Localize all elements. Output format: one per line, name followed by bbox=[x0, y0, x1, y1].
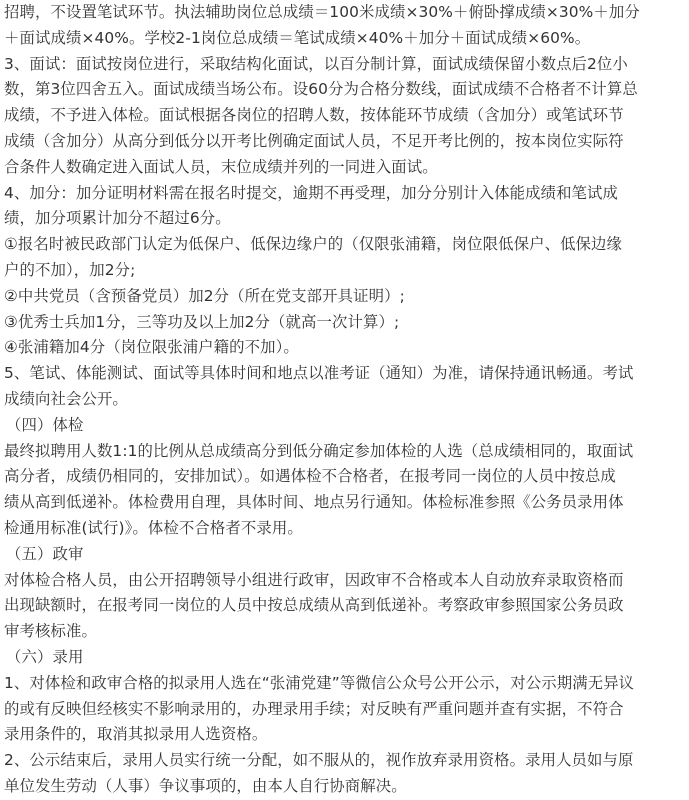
section-heading: （五）政审 bbox=[6, 544, 84, 563]
text-line: 的或有反映但经核实不影响录用的，办理录用手续；对反映有严重问题并查有实据，不符合 bbox=[4, 699, 624, 718]
text-line: 绩，加分项累计加分不超过6分。 bbox=[4, 209, 231, 228]
text-line: 数，第3位四舍五入。面试成绩当场公布。设60分为合格分数线，面试成绩不合格者不计算总 bbox=[4, 80, 638, 99]
text-line: 合条件人数确定进入面试人员，末位成绩并列的一同进入面试。 bbox=[4, 157, 438, 176]
text-line: ＋面试成绩×40%。学校2-1岗位总成绩＝笔试成绩×40%＋加分＋面试成绩×60%。 bbox=[4, 28, 591, 47]
text-line: 5、笔试、体能测试、面试等具体时间和地点以准考证（通知）为准，请保持通讯畅通。考试 bbox=[4, 364, 634, 383]
text-line: ②中共党员（含预备党员）加2分（所在党支部开具证明）; bbox=[4, 286, 405, 305]
text-line: 绩从高到低递补。体检费用自理，具体时间、地点另行通知。体检标准参照《公务员录用体 bbox=[4, 493, 624, 512]
text-line: ①报名时被民政部门认定为低保户、低保边缘户的（仅限张浦籍，岗位限低保户、低保边缘 bbox=[4, 235, 623, 254]
text-line: 高分者，成绩仍相同的，安排加试）。如遇体检不合格者，在报考同一岗位的人员中按总成 bbox=[4, 467, 616, 486]
text-line: 3、面试：面试按岗位进行，采取结构化面试，以百分制计算，面试成绩保留小数点后2位小 bbox=[4, 54, 628, 73]
text-line: 成绩（含加分）从高分到低分以开考比例确定面试人员，不足开考比例的，按本岗位实际符 bbox=[4, 131, 624, 150]
section-heading: （四）体检 bbox=[6, 415, 84, 434]
text-line: 对体检合格人员，由公开招聘领导小组进行政审，因政审不合格或本人自动放弃录取资格而 bbox=[4, 570, 624, 589]
text-line: 户的不加），加2分; bbox=[4, 260, 136, 279]
text-line: 单位发生劳动（人事）争议事项的，由本人自行协商解决。 bbox=[4, 776, 407, 795]
text-line: 2、公示结束后，录用人员实行统一分配，如不服从的，视作放弃录用资格。录用人员如与原 bbox=[4, 751, 634, 770]
text-line: 1、对体检和政审合格的拟录用人选在“张浦党建”等微信公众号公开公示，对公示期满无异议 bbox=[4, 673, 635, 692]
text-line: 审考核标准。 bbox=[4, 622, 97, 641]
text-line: 录用条件的，取消其拟录用人选资格。 bbox=[4, 725, 268, 744]
section-heading: （六）录用 bbox=[6, 647, 84, 666]
text-line: 成绩向社会公开。 bbox=[4, 389, 128, 408]
text-line: 检通用标准(试行)》。体检不合格者不录用。 bbox=[4, 518, 303, 537]
text-line: ④张浦籍加4分（岗位限张浦户籍的不加）。 bbox=[4, 338, 299, 357]
text-line: 招聘，不设置笔试环节。执法辅助岗位总成绩＝100米成绩×30%＋俯卧撑成绩×30%＋加分 bbox=[4, 3, 640, 21]
text-line: 出现缺额时，在报考同一岗位的人员中按总成绩从高到低递补。考察政审参照国家公务员政 bbox=[4, 596, 624, 615]
text-line: 成绩，不予进入体检。面试根据各岗位的招聘人数，按体能环节成绩（含加分）或笔试环节 bbox=[4, 106, 624, 125]
text-line: ③优秀士兵加1分，三等功及以上加2分（就高一次计算）; bbox=[4, 312, 400, 331]
text-line: 4、加分：加分证明材料需在报名时提交，逾期不再受理，加分分别计入体能成绩和笔试成 bbox=[4, 183, 619, 202]
text-line: 最终拟聘用人数1:1的比例从总成绩高分到低分确定参加体检的人选（总成绩相同的，取面试 bbox=[4, 441, 634, 460]
